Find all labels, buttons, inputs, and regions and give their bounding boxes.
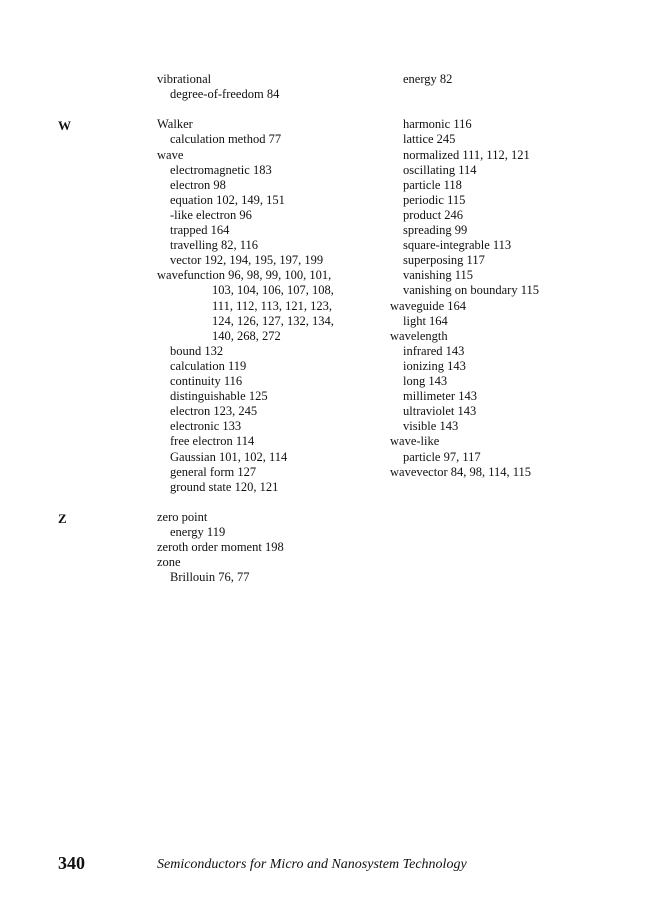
index-entry: zeroth order moment 198 — [157, 540, 284, 555]
index-entry: square-integrable 113 — [403, 238, 512, 253]
index-entry: calculation 119 — [170, 358, 247, 373]
index-entry: continuity 116 — [170, 374, 243, 388]
index-entry: energy 82 — [403, 72, 453, 86]
index-entry: waveguide 164 — [390, 298, 467, 313]
index-entry: wave-like — [390, 434, 440, 449]
index-entry: vanishing on boundary 115 — [403, 283, 539, 298]
index-entry: electron 98 — [170, 177, 226, 192]
index-entry: distinguishable 125 — [170, 389, 268, 404]
index-entry: lattice 245 — [403, 132, 456, 147]
index-entry: visible 143 — [403, 419, 459, 434]
index-entry: free electron 114 — [170, 434, 255, 449]
index-entry: periodic 115 — [403, 192, 466, 207]
index-entry: equation 102, 149, 151 — [170, 192, 285, 207]
index-entry: Walker — [157, 117, 193, 132]
index-entry: electronic 133 — [170, 419, 242, 434]
index-entry: wavevector 84, 98, 114, 115 — [390, 464, 532, 479]
index-entry: wave — [157, 147, 184, 162]
index-entry: general form 127 — [170, 464, 257, 479]
index-entry: ionizing 143 — [403, 358, 466, 373]
index-entry: zero point — [157, 509, 208, 524]
index-entry: -like electron 96 — [170, 207, 252, 222]
index-entry: calculation method 77 — [170, 132, 282, 147]
index-entry: zone — [157, 555, 181, 570]
index-entry: trapped 164 — [170, 223, 230, 237]
index-entry: 103, 104, 106, 107, 108, — [212, 283, 334, 298]
index-entry: wavelength — [390, 328, 448, 343]
index-entry: millimeter 143 — [403, 389, 477, 404]
index-entry: electromagnetic 183 — [170, 162, 272, 177]
section-letter-z: Z — [58, 511, 67, 526]
index-entry: bound 132 — [170, 343, 224, 358]
index-entry: vibrational — [157, 72, 212, 86]
index-entry: spreading 99 — [403, 223, 468, 237]
index-entry: long 143 — [403, 374, 448, 388]
index-entry: light 164 — [403, 313, 448, 328]
index-entry: Brillouin 76, 77 — [170, 570, 250, 585]
index-entry: travelling 82, 116 — [170, 238, 259, 253]
page-number: 340 — [58, 853, 85, 873]
index-entry: 124, 126, 127, 132, 134, — [212, 313, 334, 328]
index-entry: ultraviolet 143 — [403, 404, 477, 419]
index-entry: 111, 112, 113, 121, 123, — [212, 298, 333, 313]
index-entry: energy 119 — [170, 525, 226, 539]
index-entry: vector 192, 194, 195, 197, 199 — [170, 253, 324, 268]
book-title: Semiconductors for Micro and Nanosystem Technology — [157, 857, 467, 872]
index-entry: oscillating 114 — [403, 162, 477, 177]
index-entry: ground state 120, 121 — [170, 479, 279, 494]
index-entry: infrared 143 — [403, 343, 465, 358]
section-letter-w: W — [58, 118, 71, 133]
index-entry: 140, 268, 272 — [212, 328, 281, 343]
index-entry: product 246 — [403, 207, 464, 222]
index-entry: superposing 117 — [403, 253, 485, 268]
index-entry: wavefunction 96, 98, 99, 100, 101, — [157, 268, 332, 283]
index-entry: particle 118 — [403, 177, 462, 192]
index-entry: vanishing 115 — [403, 268, 474, 283]
index-entry: electron 123, 245 — [170, 404, 258, 419]
index-entry: Gaussian 101, 102, 114 — [170, 449, 288, 464]
index-entry: normalized 111, 112, 121 — [403, 147, 530, 162]
index-entry: harmonic 116 — [403, 117, 472, 132]
index-entry: degree-of-freedom 84 — [170, 87, 280, 102]
index-entry: particle 97, 117 — [403, 449, 481, 464]
